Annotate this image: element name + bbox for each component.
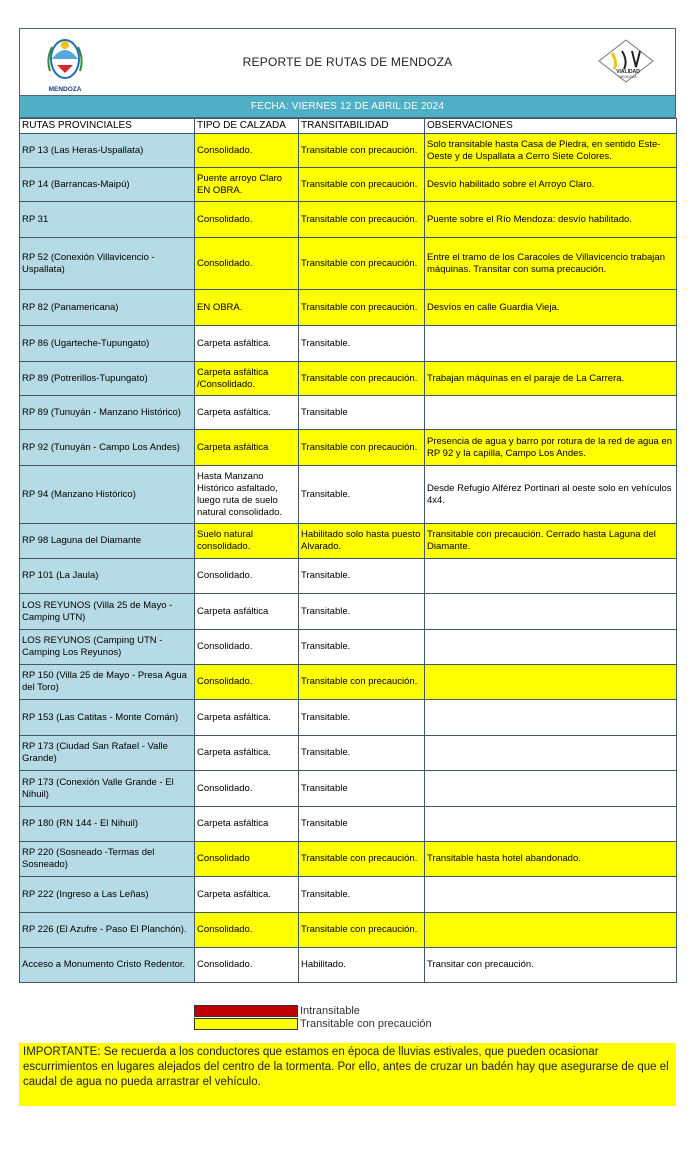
table-row <box>20 202 677 238</box>
status-cell: Transitable. <box>299 326 425 362</box>
status-cell: Transitable con precaución. <box>299 134 425 168</box>
right-logo-text: VIALIDAD <box>616 69 640 75</box>
table-row <box>20 430 677 466</box>
pavement-cell: Consolidado <box>195 842 299 877</box>
route-cell: LOS REYUNOS (Villa 25 de Mayo - Camping UTN) <box>20 594 195 630</box>
route-cell: RP 173 (Conexión Valle Grande - El Nihuil) <box>20 771 195 807</box>
observations-cell: Entre el tramo de los Caracoles de Villavicencio trabajan máquinas. Transitar con suma precaución. <box>425 238 677 290</box>
right-logo-subtext: MENDOZA <box>619 75 637 79</box>
pavement-cell: Carpeta asfáltica /Consolidado. <box>195 362 299 396</box>
pavement-cell: EN OBRA. <box>195 290 299 326</box>
route-cell: RP 13 (Las Heras-Uspallata) <box>20 134 195 168</box>
legend-item-intransitable <box>194 1004 432 1017</box>
route-cell: LOS REYUNOS (Camping UTN - Camping Los Reyunos) <box>20 630 195 665</box>
observations-cell <box>425 630 677 665</box>
routes-table-body <box>20 134 677 983</box>
pavement-cell: Suelo natural consolidado. <box>195 524 299 559</box>
observations-cell <box>425 913 677 948</box>
pavement-cell: Carpeta asfáltica. <box>195 700 299 736</box>
column-header-routes: RUTAS PROVINCIALES <box>20 119 195 134</box>
route-cell: RP 98 Laguna del Diamante <box>20 524 195 559</box>
column-header-status: TRANSITABILIDAD <box>299 119 425 134</box>
pavement-cell: Consolidado. <box>195 630 299 665</box>
pavement-cell: Carpeta asfáltica. <box>195 326 299 362</box>
pavement-cell: Consolidado. <box>195 559 299 594</box>
observations-cell <box>425 877 677 913</box>
route-cell: RP 82 (Panamericana) <box>20 290 195 326</box>
observations-cell <box>425 326 677 362</box>
pavement-cell: Puente arroyo Claro EN OBRA. <box>195 168 299 202</box>
table-row <box>20 466 677 524</box>
observations-cell <box>425 700 677 736</box>
table-row <box>20 948 677 983</box>
observations-cell <box>425 594 677 630</box>
observations-cell <box>425 736 677 771</box>
observations-cell: Desvíos en calle Guardia Vieja. <box>425 290 677 326</box>
table-row <box>20 807 677 842</box>
pavement-cell: Consolidado. <box>195 202 299 238</box>
route-cell: RP 89 (Potrerillos-Tupungato) <box>20 362 195 396</box>
table-row <box>20 559 677 594</box>
legend-swatch-yellow <box>194 1018 298 1030</box>
observations-cell: Transitable hasta hotel abandonado. <box>425 842 677 877</box>
route-cell: RP 220 (Sosneado -Termas del Sosneado) <box>20 842 195 877</box>
route-cell: RP 94 (Manzano Histórico) <box>20 466 195 524</box>
route-cell: RP 92 (Tunuyán - Campo Los Andes) <box>20 430 195 466</box>
route-cell: RP 180 (RN 144 - El Nihuil) <box>20 807 195 842</box>
status-cell: Transitable <box>299 807 425 842</box>
status-cell: Transitable. <box>299 559 425 594</box>
report-sheet <box>19 28 676 983</box>
status-cell: Transitable. <box>299 594 425 630</box>
status-cell: Transitable <box>299 771 425 807</box>
table-row <box>20 238 677 290</box>
route-cell: RP 150 (Villa 25 de Mayo - Presa Agua del Toro) <box>20 665 195 700</box>
column-header-pavement: TIPO DE CALZADA <box>195 119 299 134</box>
route-cell: Acceso a Monumento Cristo Redentor. <box>20 948 195 983</box>
table-row <box>20 326 677 362</box>
table-row <box>20 630 677 665</box>
column-header-observations: OBSERVACIONES <box>425 119 677 134</box>
route-cell: RP 222 (Ingreso a Las Leñas) <box>20 877 195 913</box>
observations-cell: Desde Refugio Alférez Portinari al oeste solo en vehículos 4x4. <box>425 466 677 524</box>
route-cell: RP 173 (Ciudad San Rafael - Valle Grande) <box>20 736 195 771</box>
status-cell: Transitable. <box>299 700 425 736</box>
status-cell: Transitable con precaución. <box>299 290 425 326</box>
observations-cell <box>425 665 677 700</box>
table-row <box>20 842 677 877</box>
pavement-cell: Hasta Manzano Histórico asfaltado, luego ruta de suelo natural consolidado. <box>195 466 299 524</box>
route-cell: RP 14 (Barrancas-Maipú) <box>20 168 195 202</box>
table-row <box>20 771 677 807</box>
status-cell: Transitable con precaución. <box>299 430 425 466</box>
route-cell: RP 153 (Las Catitas - Monte Comán) <box>20 700 195 736</box>
observations-cell <box>425 559 677 594</box>
pavement-cell: Carpeta asfáltica. <box>195 396 299 430</box>
status-cell: Transitable con precaución. <box>299 238 425 290</box>
table-row <box>20 524 677 559</box>
table-row <box>20 594 677 630</box>
left-logo-text: MENDOZA <box>48 86 82 93</box>
pavement-cell: Consolidado. <box>195 134 299 168</box>
pavement-cell: Consolidado. <box>195 948 299 983</box>
report-header <box>19 28 676 95</box>
route-cell: RP 52 (Conexión Villavicencio - Uspallata) <box>20 238 195 290</box>
status-cell: Habilitado solo hasta puesto Alvarado. <box>299 524 425 559</box>
pavement-cell: Carpeta asfáltica. <box>195 877 299 913</box>
table-row <box>20 362 677 396</box>
route-cell: RP 89 (Tunuyán - Manzano Histórico) <box>20 396 195 430</box>
legend-label: Transitable con precaución <box>300 1017 432 1030</box>
route-cell: RP 31 <box>20 202 195 238</box>
pavement-cell: Carpeta asfáltica. <box>195 736 299 771</box>
table-row <box>20 665 677 700</box>
observations-cell <box>425 807 677 842</box>
status-cell: Transitable <box>299 396 425 430</box>
status-cell: Transitable con precaución. <box>299 168 425 202</box>
observations-cell: Solo transitable hasta Casa de Piedra, en sentido Este-Oeste y de Uspallata a Cerro Siete Colores. <box>425 134 677 168</box>
status-cell: Transitable. <box>299 466 425 524</box>
pavement-cell: Carpeta asfáltica <box>195 430 299 466</box>
pavement-cell: Consolidado. <box>195 771 299 807</box>
table-row <box>20 168 677 202</box>
legend <box>194 1004 432 1030</box>
route-cell: RP 86 (Ugarteche-Tupungato) <box>20 326 195 362</box>
observations-cell: Desvío habilitado sobre el Arroyo Claro. <box>425 168 677 202</box>
pavement-cell: Consolidado. <box>195 238 299 290</box>
table-row <box>20 736 677 771</box>
status-cell: Habilitado. <box>299 948 425 983</box>
observations-cell: Presencia de agua y barro por rotura de la red de agua en RP 92 y la capilla, Campo Los Andes. <box>425 430 677 466</box>
observations-cell <box>425 771 677 807</box>
route-cell: RP 101 (La Jaula) <box>20 559 195 594</box>
page-title: REPORTE DE RUTAS DE MENDOZA <box>242 55 453 69</box>
table-row <box>20 396 677 430</box>
status-cell: Transitable. <box>299 630 425 665</box>
route-cell: RP 226 (El Azufre - Paso El Planchón). <box>20 913 195 948</box>
important-note: IMPORTANTE: Se recuerda a los conductores que estamos en época de lluvias estivales, que pueden ocasionar escurrimientos en lugares alejados del centro de la tormenta. Por ello, antes de cruzar un badén hay que asegurarse de que el caudal de agua no pueda arrastrar el vehículo. <box>19 1043 676 1106</box>
table-row <box>20 913 677 948</box>
observations-cell: Transitar con precaución. <box>425 948 677 983</box>
pavement-cell: Carpeta asfáltica <box>195 807 299 842</box>
status-cell: Transitable. <box>299 877 425 913</box>
vialidad-logo <box>598 39 654 83</box>
pavement-cell: Carpeta asfáltica <box>195 594 299 630</box>
status-cell: Transitable con precaución. <box>299 665 425 700</box>
status-cell: Transitable con precaución. <box>299 913 425 948</box>
legend-item-caution <box>194 1017 432 1030</box>
table-header-row <box>20 119 677 134</box>
pavement-cell: Consolidado. <box>195 665 299 700</box>
observations-cell <box>425 396 677 430</box>
table-row <box>20 700 677 736</box>
table-row <box>20 134 677 168</box>
routes-table <box>19 118 677 983</box>
legend-label: Intransitable <box>300 1004 360 1017</box>
table-row <box>20 877 677 913</box>
observations-cell: Transitable con precaución. Cerrado hasta Laguna del Diamante. <box>425 524 677 559</box>
date-bar: FECHA: VIERNES 12 DE ABRIL DE 2024 <box>19 95 676 118</box>
legend-swatch-red <box>194 1005 298 1017</box>
observations-cell: Trabajan máquinas en el paraje de La Carrera. <box>425 362 677 396</box>
status-cell: Transitable con precaución. <box>299 362 425 396</box>
status-cell: Transitable con precaución. <box>299 202 425 238</box>
status-cell: Transitable. <box>299 736 425 771</box>
pavement-cell: Consolidado. <box>195 913 299 948</box>
table-row <box>20 290 677 326</box>
status-cell: Transitable con precaución. <box>299 842 425 877</box>
observations-cell: Puente sobre el Río Mendoza: desvío habilitado. <box>425 202 677 238</box>
